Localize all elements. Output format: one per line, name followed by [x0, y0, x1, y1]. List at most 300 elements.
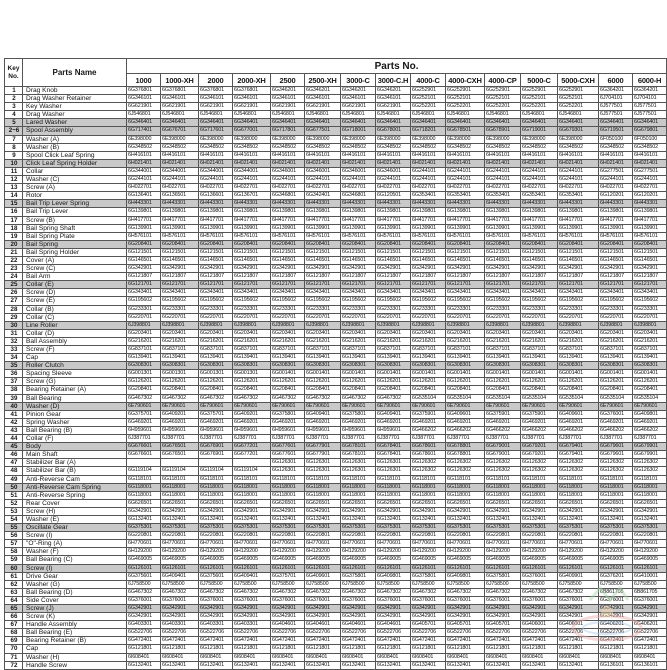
part-number: 6G376001 — [271, 596, 305, 604]
part-number: 6G376801 — [233, 87, 271, 95]
part-number: 6G126201 — [411, 378, 446, 386]
part-number: 6G472401 — [411, 637, 446, 645]
part-number: 6G344001 — [127, 167, 161, 175]
part-number: 6G216201 — [199, 337, 233, 345]
part-number: 6I608401 — [233, 653, 271, 661]
part-number: 6G308301 — [376, 362, 411, 370]
model-header: 3000-C.H — [376, 74, 411, 87]
part-number: 6G348502 — [161, 143, 199, 151]
key-number: 19 — [5, 232, 23, 240]
part-name: Stabilizer Bar (B) — [23, 467, 127, 475]
part-number: 6G376001 — [521, 572, 558, 580]
part-number: 6I608401 — [411, 653, 446, 661]
part-number: 6G375301 — [446, 524, 485, 532]
part-number: 6I608401 — [633, 653, 667, 661]
part-number: 6G203401 — [271, 329, 305, 337]
part-number: 6G220801 — [376, 532, 411, 540]
part-number: 6J758500 — [599, 580, 633, 588]
part-number: 6G118101 — [558, 475, 599, 483]
part-number: 6G375801 — [411, 572, 446, 580]
part-name: Screw (A) — [23, 184, 127, 192]
part-number: 6H576101 — [127, 232, 161, 240]
key-number: 22 — [5, 256, 23, 264]
part-number: 6G146501 — [558, 256, 599, 264]
part-number: 6G626501 — [599, 499, 633, 507]
part-number: 6G676501 — [161, 451, 199, 459]
part-number: 6G522706 — [521, 629, 558, 637]
part-number: 6E398000 — [376, 135, 411, 143]
part-number: 6E790601 — [446, 402, 485, 410]
part-number: 6E790601 — [599, 402, 633, 410]
part-number: 6G348502 — [633, 143, 667, 151]
part-number: 6H416101 — [599, 151, 633, 159]
part-number: 6G126101 — [376, 564, 411, 572]
part-number: 6G467302 — [199, 394, 233, 402]
part-name: Washer (H) — [23, 653, 127, 661]
part-number: 6G139901 — [411, 224, 446, 232]
part-number: 6G409401 — [305, 410, 341, 418]
part-number: 6G121807 — [127, 273, 161, 281]
part-number: 6G203401 — [199, 329, 233, 337]
part-number: 6G121801 — [633, 645, 667, 653]
part-number: 6G121801 — [558, 645, 599, 653]
part-number: 6H417701 — [233, 216, 271, 224]
part-number: 6J398801 — [599, 321, 633, 329]
part-number: 6J758500 — [411, 580, 446, 588]
part-number: 6G118101 — [161, 475, 199, 483]
table-row — [5, 151, 667, 159]
part-number: 6G132401 — [411, 661, 446, 669]
part-number: 6G348502 — [446, 143, 485, 151]
table-row — [5, 491, 667, 499]
part-number: 6H129200 — [411, 548, 446, 556]
part-number: 6H959601 — [127, 426, 161, 434]
part-number: 6G132401 — [485, 515, 521, 523]
part-number: 6G132401 — [161, 515, 199, 523]
part-number: 6G121801 — [376, 645, 411, 653]
part-number: 6G375801 — [485, 572, 521, 580]
part-number: 6G233301 — [558, 305, 599, 313]
part-number: 6G126201 — [633, 378, 667, 386]
part-number: 6G677501 — [305, 127, 341, 135]
key-number: 16 — [5, 208, 23, 216]
part-number: 6E398000 — [127, 135, 161, 143]
part-number: 6G216201 — [341, 337, 376, 345]
part-number: 6H417701 — [558, 216, 599, 224]
part-number: 6G466202 — [485, 426, 521, 434]
part-number: 6G346401 — [127, 119, 161, 127]
part-number: 6G139901 — [633, 224, 667, 232]
part-number: 6G203401 — [161, 329, 199, 337]
part-number: 6G126101 — [341, 564, 376, 572]
part-number: 6G375301 — [161, 524, 199, 532]
part-number: 6G719501 — [599, 127, 633, 135]
part-number: 6H443301 — [599, 200, 633, 208]
part-number: 6G522706 — [633, 629, 667, 637]
part-number: 6G467302 — [305, 394, 341, 402]
part-number: 6H417701 — [376, 216, 411, 224]
part-number: 6G342901 — [376, 265, 411, 273]
part-number: 6G118001 — [411, 483, 446, 491]
part-number: 6G121801 — [233, 645, 271, 653]
part-name: Washer (C) — [23, 176, 127, 184]
part-number: 6H022701 — [199, 184, 233, 192]
key-number: 11 — [5, 167, 23, 175]
part-number: 6G118001 — [233, 491, 271, 499]
part-number: 6G343401 — [446, 289, 485, 297]
part-number: 6G676501 — [161, 443, 199, 451]
part-number: 6G252901 — [485, 87, 521, 95]
part-number: 6G132401 — [521, 515, 558, 523]
part-name: Screw (D) — [23, 289, 127, 297]
part-number: 6G126302 — [521, 459, 558, 467]
part-number: 6G126101 — [411, 564, 446, 572]
key-number: 25 — [5, 281, 23, 289]
part-number: 6G469005 — [633, 556, 667, 564]
part-number: 6G203401 — [521, 329, 558, 337]
part-number: 6G118101 — [446, 475, 485, 483]
part-number: 6G342901 — [485, 265, 521, 273]
part-number: 6H129200 — [521, 548, 558, 556]
part-number: 6G118001 — [305, 491, 341, 499]
table-row — [5, 451, 667, 459]
part-number: 6G252101 — [521, 95, 558, 103]
part-number: 6G342901 — [341, 613, 376, 621]
part-number: 6G001401 — [485, 370, 521, 378]
part-number: 6G252901 — [558, 87, 599, 95]
part-number: 6G118001 — [558, 491, 599, 499]
part-number: 6G118001 — [485, 483, 521, 491]
part-number: 6G220701 — [599, 313, 633, 321]
part-number: 6H443301 — [341, 200, 376, 208]
part-number: 6G409401 — [233, 572, 271, 580]
key-number: 5 — [5, 119, 23, 127]
key-number: 60 — [5, 564, 23, 572]
part-number: 6G233301 — [127, 305, 161, 313]
key-number: 27 — [5, 297, 23, 305]
part-number: 6G118001 — [161, 491, 199, 499]
part-number: 6G220801 — [446, 532, 485, 540]
part-number: 6G220801 — [305, 532, 341, 540]
part-number: 6H417701 — [599, 216, 633, 224]
table-row — [5, 297, 667, 305]
part-number: 6G126101 — [521, 564, 558, 572]
part-number: 6H021401 — [161, 159, 199, 167]
part-number: 6G120201 — [599, 192, 633, 200]
key-number: 21 — [5, 248, 23, 256]
part-number: 6G139801 — [411, 208, 446, 216]
part-name: Line Roller — [23, 321, 127, 329]
part-number: 6G126301 — [271, 467, 305, 475]
part-number: 6G376001 — [199, 596, 233, 604]
part-number: 6G469201 — [485, 418, 521, 426]
part-number: 6G342901 — [558, 605, 599, 613]
part-number: 6G342901 — [233, 507, 271, 515]
part-number: 6G343401 — [633, 289, 667, 297]
part-number: 6G403301 — [127, 621, 161, 629]
part-number: 6G346401 — [411, 119, 446, 127]
part-number: 6G001401 — [633, 370, 667, 378]
part-number: 6G308301 — [233, 362, 271, 370]
part-number: 6G375301 — [599, 524, 633, 532]
part-number: 6I608401 — [558, 653, 599, 661]
part-number: 6I608401 — [161, 653, 199, 661]
part-number: 6G472401 — [161, 637, 199, 645]
part-number: 6G346401 — [376, 119, 411, 127]
part-number: 6G679401 — [558, 443, 599, 451]
part-number: 6G404601 — [305, 621, 341, 629]
part-number: 6G621901 — [341, 103, 376, 111]
part-number: 6G233301 — [599, 305, 633, 313]
table-row — [5, 127, 667, 135]
part-number: 6G126201 — [233, 378, 271, 386]
key-number: 36 — [5, 370, 23, 378]
part-number: 6G348502 — [199, 143, 233, 151]
part-number: 6H443301 — [305, 200, 341, 208]
part-number: 6H021401 — [599, 159, 633, 167]
part-number: 6G126301 — [305, 467, 341, 475]
part-number: 6H959601 — [305, 426, 341, 434]
part-number: 6G626501 — [233, 499, 271, 507]
part-name: Screw (I) — [23, 564, 127, 572]
part-number: 6G343401 — [341, 289, 376, 297]
part-number: 6G118101 — [341, 475, 376, 483]
part-number: 6G121807 — [599, 273, 633, 281]
part-number: 6J758500 — [521, 580, 558, 588]
part-number: 6G375301 — [127, 524, 161, 532]
part-number: 6G001401 — [305, 370, 341, 378]
part-number: 6G121807 — [633, 273, 667, 281]
part-number: 6G472401 — [446, 637, 485, 645]
part-number: 6G139401 — [376, 354, 411, 362]
part-number: 6G346101 — [161, 95, 199, 103]
part-number: 6G837101 — [127, 346, 161, 354]
table-row — [5, 200, 667, 208]
part-number: 6G220701 — [233, 313, 271, 321]
key-number: 50 — [5, 483, 23, 491]
part-number: 6I608401 — [521, 653, 558, 661]
part-number: 6G195602 — [633, 297, 667, 305]
part-number: 6H770601 — [446, 540, 485, 548]
part-number: 6H129200 — [199, 548, 233, 556]
part-number: 6G208401 — [446, 386, 485, 394]
part-number: 6G469201 — [411, 418, 446, 426]
part-number: 6G679801 — [633, 127, 667, 135]
part-number: 6G195602 — [233, 297, 271, 305]
part-number: 6G203401 — [446, 329, 485, 337]
part-number: 6G376001 — [233, 596, 271, 604]
part-number: 6G126302 — [446, 467, 485, 475]
watermark-logo-icon — [570, 582, 644, 648]
part-name: Drive Gear — [23, 572, 127, 580]
part-number: 6G342901 — [341, 507, 376, 515]
key-number: 49 — [5, 475, 23, 483]
key-number: 4 — [5, 111, 23, 119]
part-number: 6G467302 — [271, 394, 305, 402]
part-number: 6H770601 — [199, 540, 233, 548]
part-number: 6G118001 — [376, 483, 411, 491]
part-number: 6G342901 — [633, 605, 667, 613]
part-number: 6H576101 — [485, 232, 521, 240]
key-number: 17 — [5, 216, 23, 224]
part-number: 6H443301 — [558, 200, 599, 208]
part-number: 6G220701 — [161, 313, 199, 321]
part-number: 6G001301 — [127, 370, 161, 378]
part-number: 6G346001 — [376, 167, 411, 175]
part-number: 6H770601 — [233, 540, 271, 548]
part-number: 6G405701 — [485, 621, 521, 629]
part-number: 6G621901 — [376, 103, 411, 111]
part-number: 6G126101 — [305, 564, 341, 572]
key-number: 32 — [5, 337, 23, 345]
part-number: 6G139901 — [376, 224, 411, 232]
part-number: 6G348502 — [376, 143, 411, 151]
part-number: 6G121501 — [485, 248, 521, 256]
part-number: 6G220801 — [341, 532, 376, 540]
key-number: 68 — [5, 629, 23, 637]
part-number: 6G139901 — [161, 224, 199, 232]
part-number: 6G342901 — [558, 265, 599, 273]
part-number: 6G342901 — [127, 605, 161, 613]
part-number: 6H576101 — [305, 232, 341, 240]
table-row — [5, 410, 667, 418]
part-number: 6H417701 — [521, 216, 558, 224]
part-number: 6G126302 — [485, 459, 521, 467]
part-number: 6G118001 — [341, 483, 376, 491]
part-number: 6G139801 — [161, 208, 199, 216]
part-name: Body — [23, 443, 127, 451]
part-number: 6G220701 — [199, 313, 233, 321]
part-number: 6J398801 — [161, 321, 199, 329]
part-name: Collar (F) — [23, 435, 127, 443]
part-number: 6J387701 — [161, 435, 199, 443]
part-number: 6G348502 — [271, 143, 305, 151]
part-number: 6G469005 — [341, 556, 376, 564]
part-number: 6G208401 — [558, 240, 599, 248]
part-number: 6J758500 — [633, 580, 667, 588]
part-number: 6G146501 — [446, 256, 485, 264]
part-number: 6G244101 — [485, 167, 521, 175]
part-number: 6G118101 — [305, 475, 341, 483]
table-row — [5, 216, 667, 224]
part-number: 6G119104 — [199, 467, 233, 475]
part-number: 6J546801 — [411, 111, 446, 119]
part-number: 6H417701 — [199, 216, 233, 224]
part-name: Anti-Reverse Cam — [23, 475, 127, 483]
table-row — [5, 637, 667, 645]
table-row — [5, 143, 667, 151]
part-number: 6J577501 — [633, 103, 667, 111]
part-number: 6E398000 — [233, 135, 271, 143]
part-name: Stabilizer Bar (A) — [23, 459, 127, 467]
part-number: 6G308301 — [411, 362, 446, 370]
part-number: 6G139401 — [271, 354, 305, 362]
part-number: 6G375801 — [341, 572, 376, 580]
table-row — [5, 475, 667, 483]
part-number: 6G139401 — [599, 354, 633, 362]
part-number: 6H959601 — [161, 426, 199, 434]
part-number: 6G126101 — [161, 564, 199, 572]
part-number: 6G837101 — [558, 346, 599, 354]
part-number: 6G220801 — [558, 532, 599, 540]
part-number: 6G132401 — [521, 661, 558, 669]
key-number: 42 — [5, 418, 23, 426]
part-number: 6G195602 — [271, 297, 305, 305]
part-number: 6H022701 — [271, 184, 305, 192]
part-number: 6G132401 — [199, 661, 233, 669]
part-number: 6G376001 — [305, 596, 341, 604]
key-number: 57 — [5, 540, 23, 548]
part-number: 6G837101 — [199, 346, 233, 354]
part-number: 6G376001 — [558, 596, 599, 604]
part-number: 6G208401 — [633, 240, 667, 248]
part-name: Ball Bearing — [23, 394, 127, 402]
part-number: 6G146501 — [521, 256, 558, 264]
part-number: 6H443301 — [485, 200, 521, 208]
part-number: 6H576101 — [233, 232, 271, 240]
part-number: 6H770601 — [521, 540, 558, 548]
part-number: 6G467302 — [127, 588, 161, 596]
key-number: 39 — [5, 394, 23, 402]
part-number: 6G342901 — [599, 605, 633, 613]
model-header: 4000-C — [411, 74, 446, 87]
part-number: 6G342901 — [411, 613, 446, 621]
part-number: 6G220801 — [485, 532, 521, 540]
model-header: 4000-CP — [485, 74, 521, 87]
key-number: 31 — [5, 329, 23, 337]
part-number: 6G121801 — [446, 645, 485, 653]
part-number: 6G342901 — [485, 605, 521, 613]
part-number: 6G677601 — [271, 443, 305, 451]
part-number: 6G126302 — [411, 459, 446, 467]
part-number: 6G718201 — [411, 127, 446, 135]
part-number: 6G126301 — [305, 459, 341, 467]
part-number: 6G348502 — [558, 143, 599, 151]
part-name: Washer (A) — [23, 135, 127, 143]
part-number: 6G121801 — [599, 645, 633, 653]
part-number: 6G121701 — [599, 281, 633, 289]
part-number: 6G121501 — [633, 248, 667, 256]
part-number: 6G121501 — [521, 248, 558, 256]
part-number: 6I608401 — [485, 653, 521, 661]
part-number: 6G139901 — [485, 224, 521, 232]
part-number: 6G343401 — [485, 289, 521, 297]
part-number: 6H576101 — [599, 232, 633, 240]
part-name: Washer (D) — [23, 402, 127, 410]
part-number: 6H129200 — [633, 548, 667, 556]
part-number: 6G132401 — [446, 515, 485, 523]
part-number: 6J387701 — [376, 435, 411, 443]
table-row — [5, 596, 667, 604]
part-number: 6G405701 — [411, 621, 446, 629]
part-number: 6G342901 — [633, 507, 667, 515]
part-number: 6G535104 — [633, 394, 667, 402]
part-name: Collar (C) — [23, 313, 127, 321]
part-number: 6G203401 — [599, 329, 633, 337]
part-number: 6I608401 — [199, 653, 233, 661]
key-number: 70 — [5, 645, 23, 653]
part-number: 6G346101 — [271, 95, 305, 103]
part-number: 6G469005 — [305, 556, 341, 564]
part-number: 6H443301 — [127, 200, 161, 208]
part-number: 6G220701 — [411, 313, 446, 321]
part-number: 6G535104 — [599, 394, 633, 402]
part-number: 6H129200 — [271, 548, 305, 556]
part-number: 6H021401 — [485, 159, 521, 167]
part-number: 6G216201 — [446, 337, 485, 345]
part-number: 6H416101 — [305, 151, 341, 159]
part-number — [161, 459, 199, 467]
